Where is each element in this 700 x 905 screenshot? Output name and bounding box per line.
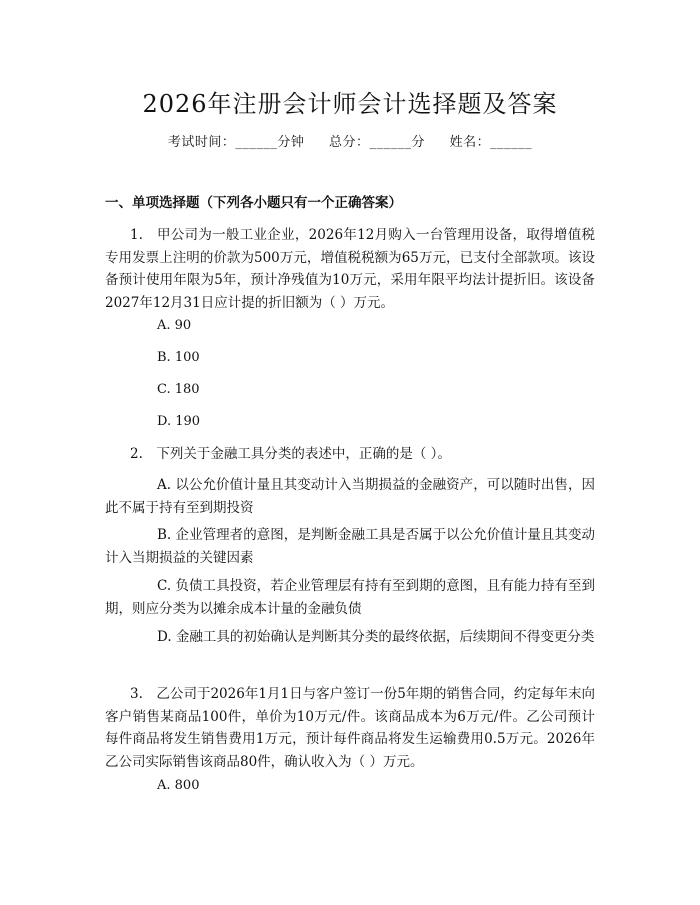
question-1-option-b: B. 100 xyxy=(157,350,200,365)
section-heading: 一、单项选择题（下列各小题只有一个正确答案） xyxy=(105,195,402,211)
exam-score: 总分：______分 xyxy=(328,135,425,150)
question-1-option-d: D. 190 xyxy=(157,414,201,429)
question-2-option-c: C. 负债工具投资，若企业管理层有持有至到期的意图，且有能力持有至到期，则应分类为以摊余成本计量的金融负债 xyxy=(105,578,595,617)
question-3-option-a: A. 800 xyxy=(157,778,200,793)
question-1-option-a: A. 90 xyxy=(157,318,192,333)
question-2-option-d: D. 金融工具的初始确认是判断其分类的最终依据，后续期间不得变更分类 xyxy=(157,629,595,645)
question-1-option-c: C. 180 xyxy=(157,382,200,397)
exam-name: 姓名：______ xyxy=(449,135,533,150)
question-2-option-b: B. 企业管理者的意图，是判断金融工具是否属于以公允价值计量且其变动计入当期损益的关键因素 xyxy=(105,527,595,566)
question-1-stem: 1. 甲公司为一般工业企业，2026年12月购入一台管理用设备，取得增值税专用发票上注明的价款为500万元，增值税税额为65万元，已支付全部款项。该设备预计使用年限为5年，预计净残值为10万元，采用年限平均法计提折旧。该设备2027年12月31日应计提的折旧额为（ ）万元。 xyxy=(105,227,595,311)
question-2-option-a: A. 以公允价值计量且其变动计入当期损益的金融资产，可以随时出售，因此不属于持有至到期投资 xyxy=(105,477,595,516)
question-3-stem: 3. 乙公司于2026年1月1日与客户签订一份5年期的销售合同，约定每年末向客户销售某商品100件，单价为10万元/件。该商品成本为6万元/件。乙公司预计每件商品将发生销售费用1万元，预计每件商品将发生运输费用0.5万元。2026年乙公司实际销售该商品80件，确认收入为（ ）万元。 xyxy=(105,686,595,770)
exam-meta xyxy=(0,131,700,150)
page-title: 2026年注册会计师会计选择题及答案 xyxy=(142,90,558,118)
question-2-stem: 2. 下列关于金融工具分类的表述中，正确的是（ ）。 xyxy=(130,446,451,462)
exam-time: 考试时间：______分钟 xyxy=(167,135,305,150)
